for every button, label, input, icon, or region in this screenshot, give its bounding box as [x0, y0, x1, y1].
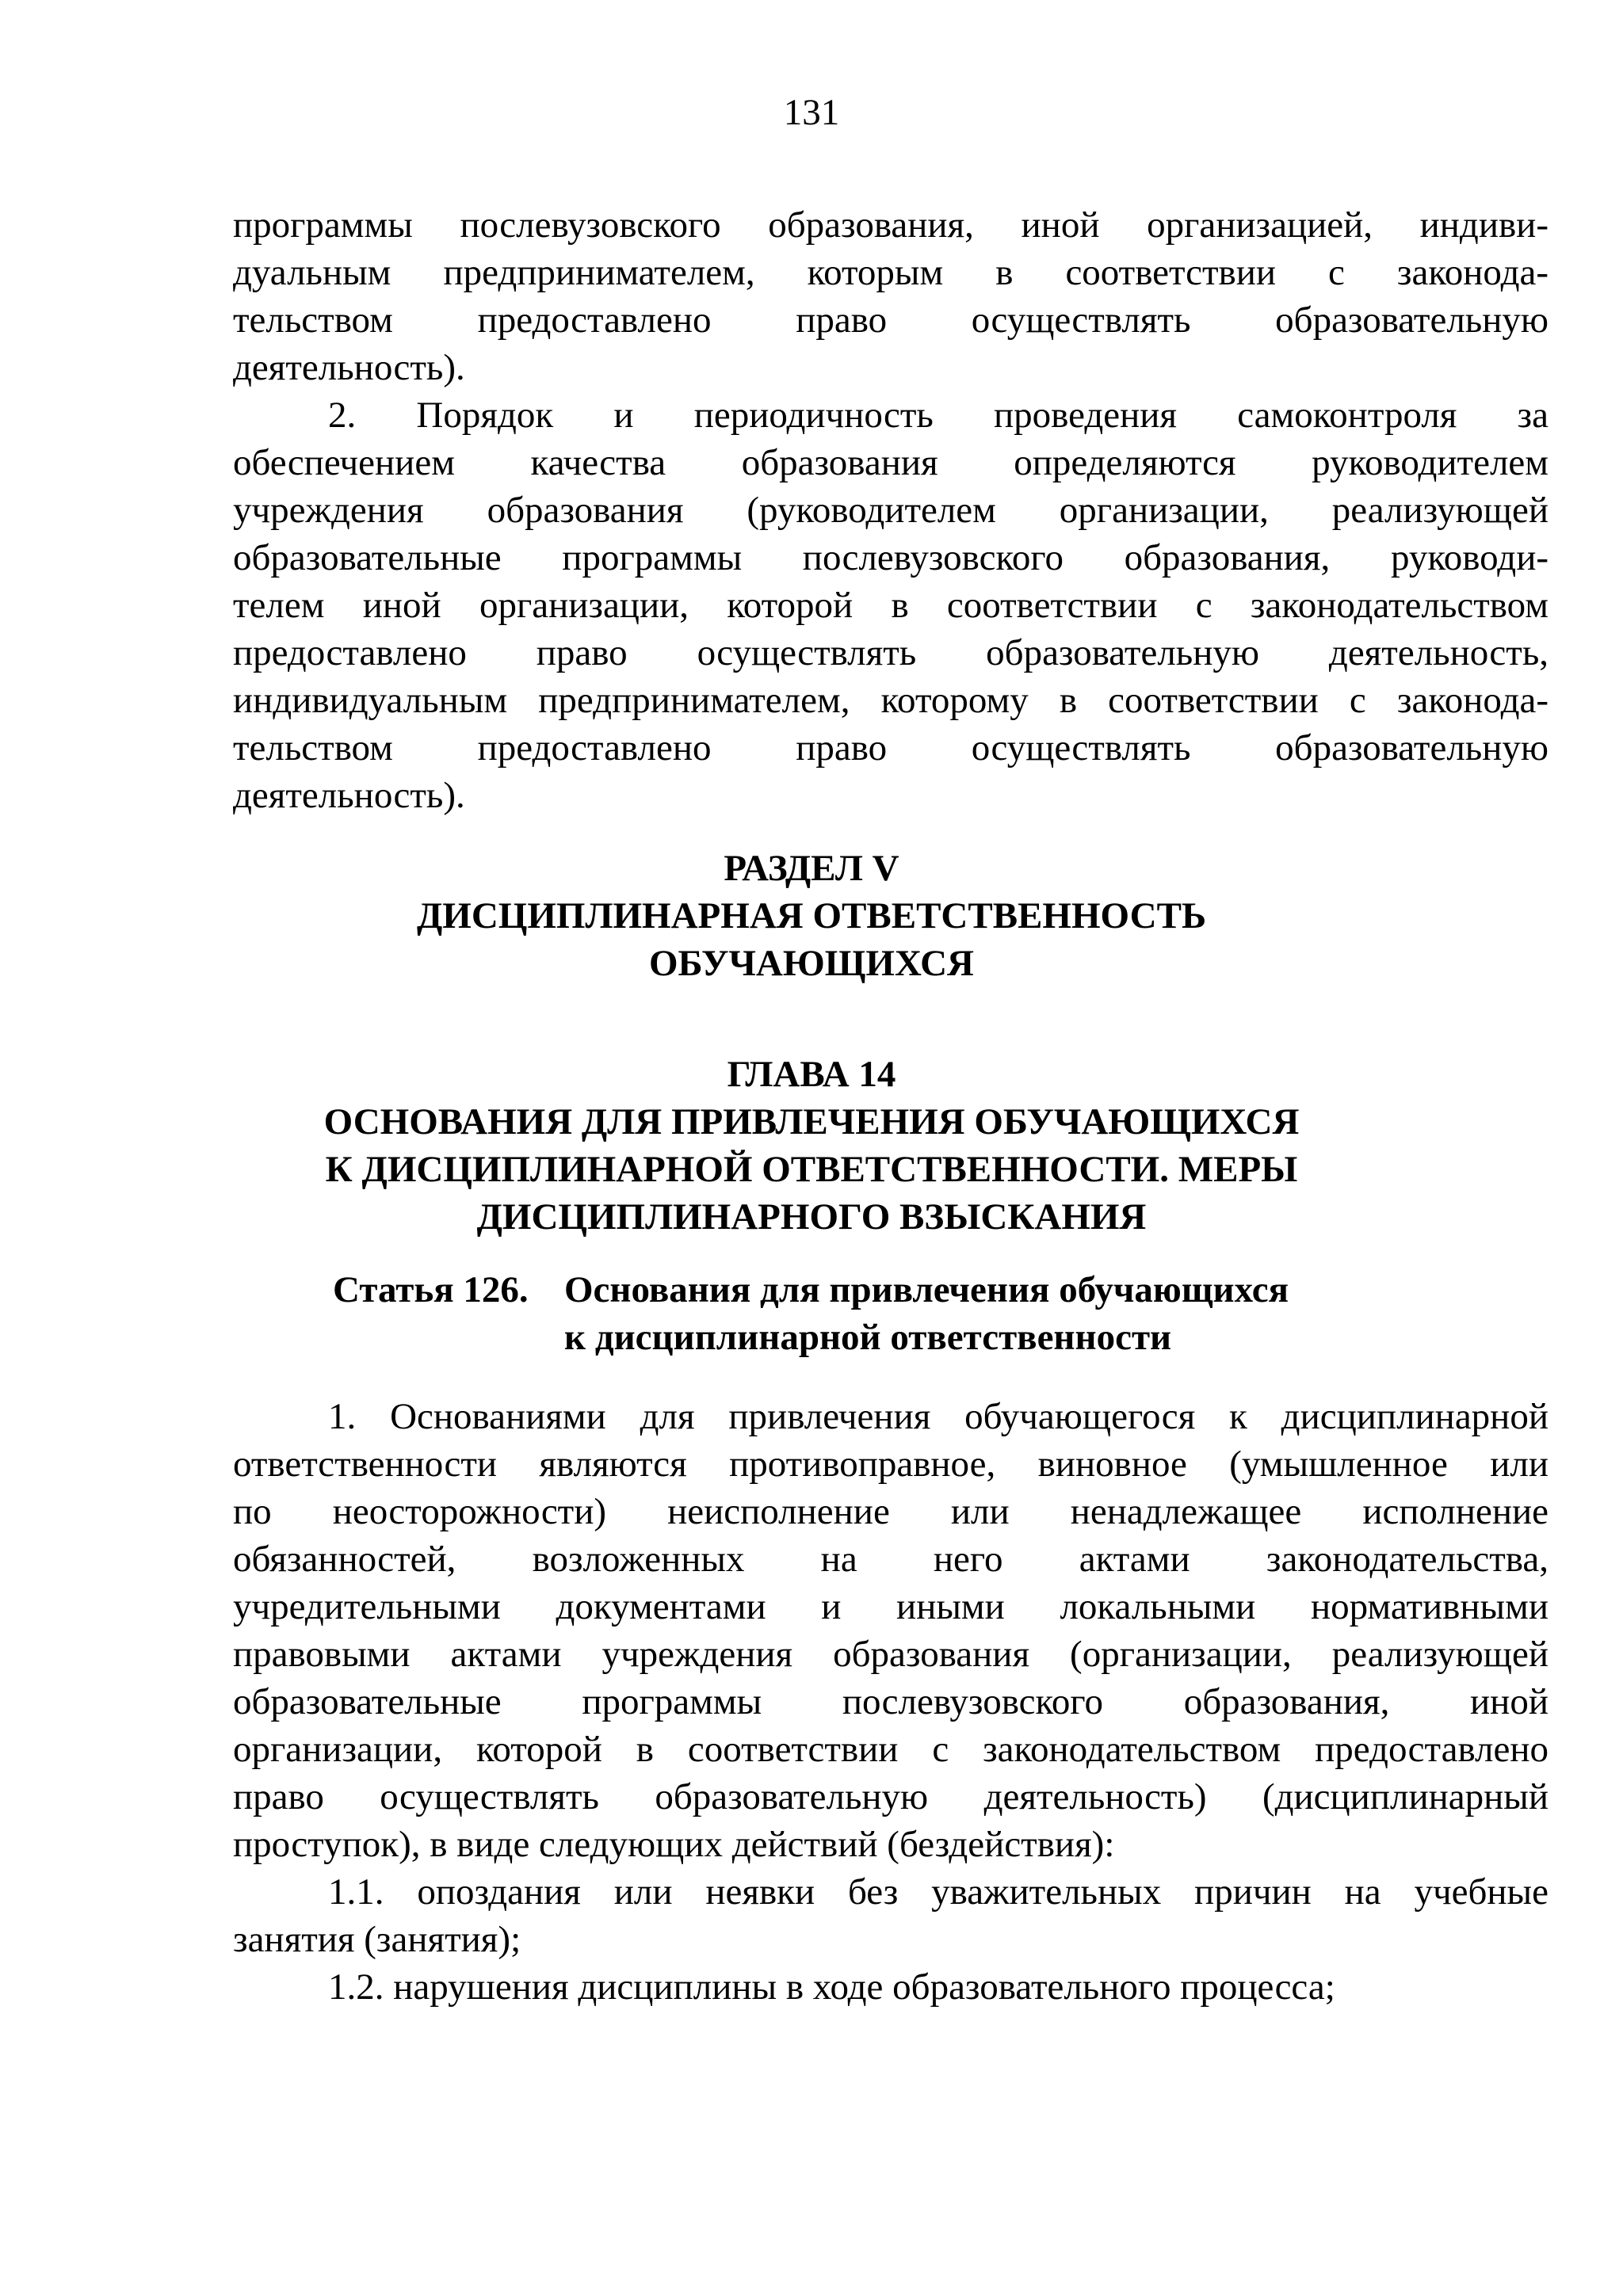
text-line: право осуществлять образовательную деятельность) (дисциплинарный — [233, 1776, 1549, 1817]
text-line: тельством предоставлено право осуществлять образовательную — [233, 727, 1549, 769]
text-line: предоставлено право осуществлять образовательную деятельность, — [233, 632, 1549, 673]
text-line: 1.1. опоздания или неявки без уважительных причин на учебные — [328, 1871, 1549, 1913]
text-line: обеспечением качества образования определяются руководителем — [233, 442, 1549, 483]
article-title: к дисциплинарной ответственности — [564, 1317, 1172, 1358]
article-title: Основания для привлечения обучающихся — [564, 1269, 1289, 1310]
text-line: по неосторожности) неисполнение или ненадлежащее исполнение — [233, 1491, 1549, 1532]
article-label: Статья 126. — [333, 1269, 529, 1310]
text-line: деятельность). — [233, 347, 465, 388]
text-line: дуальным предпринимателем, которым в соответствии с законода- — [233, 252, 1549, 293]
chapter-title: ОСНОВАНИЯ ДЛЯ ПРИВЛЕЧЕНИЯ ОБУЧАЮЩИХСЯ — [323, 1101, 1300, 1142]
section-title: ДИСЦИПЛИНАРНАЯ ОТВЕТСТВЕННОСТЬ — [416, 895, 1207, 936]
text-line: образовательные программы послевузовского образования, руководи- — [233, 537, 1549, 578]
text-line: проступок), в виде следующих действий (бездействия): — [233, 1824, 1115, 1865]
text-line: организации, которой в соответствии с законодательством предоставлено — [233, 1729, 1549, 1770]
text-line: занятия (занятия); — [233, 1919, 521, 1960]
chapter-title: К ДИСЦИПЛИНАРНОЙ ОТВЕТСТВЕННОСТИ. МЕРЫ — [325, 1149, 1298, 1190]
text-line: ответственности являются противоправное, виновное (умышленное или — [233, 1444, 1549, 1485]
text-line: 1. Основаниями для привлечения обучающегося к дисциплинарной — [328, 1396, 1549, 1437]
text-line: учреждения образования (руководителем организации, реализующей — [233, 490, 1549, 531]
text-line: 1.2. нарушения дисциплины в ходе образовательного процесса; — [328, 1966, 1335, 2008]
section-title: ОБУЧАЮЩИХСЯ — [648, 943, 975, 984]
text-line: деятельность). — [233, 775, 465, 816]
text-line: тельством предоставлено право осуществлять образовательную — [233, 299, 1549, 341]
text-line: 2. Порядок и периодичность проведения самоконтроля за — [328, 395, 1549, 436]
text-line: правовыми актами учреждения образования (организации, реализующей — [233, 1634, 1549, 1675]
text-line: программы послевузовского образования, иной организацией, индиви- — [233, 204, 1549, 246]
chapter-label: ГЛАВА 14 — [727, 1054, 896, 1095]
text-line: образовательные программы послевузовского образования, иной — [233, 1681, 1549, 1722]
section-label: РАЗДЕЛ V — [724, 848, 899, 889]
page-number: 131 — [783, 92, 840, 133]
text-line: учредительными документами и иными локальными нормативными — [233, 1586, 1549, 1627]
text-line: телем иной организации, которой в соответствии с законодательством — [233, 585, 1549, 626]
text-line: обязанностей, возложенных на него актами законодательства, — [233, 1539, 1549, 1580]
text-line: индивидуальным предпринимателем, которому в соответствии с законода- — [233, 680, 1549, 721]
chapter-title: ДИСЦИПЛИНАРНОГО ВЗЫСКАНИЯ — [476, 1196, 1147, 1238]
